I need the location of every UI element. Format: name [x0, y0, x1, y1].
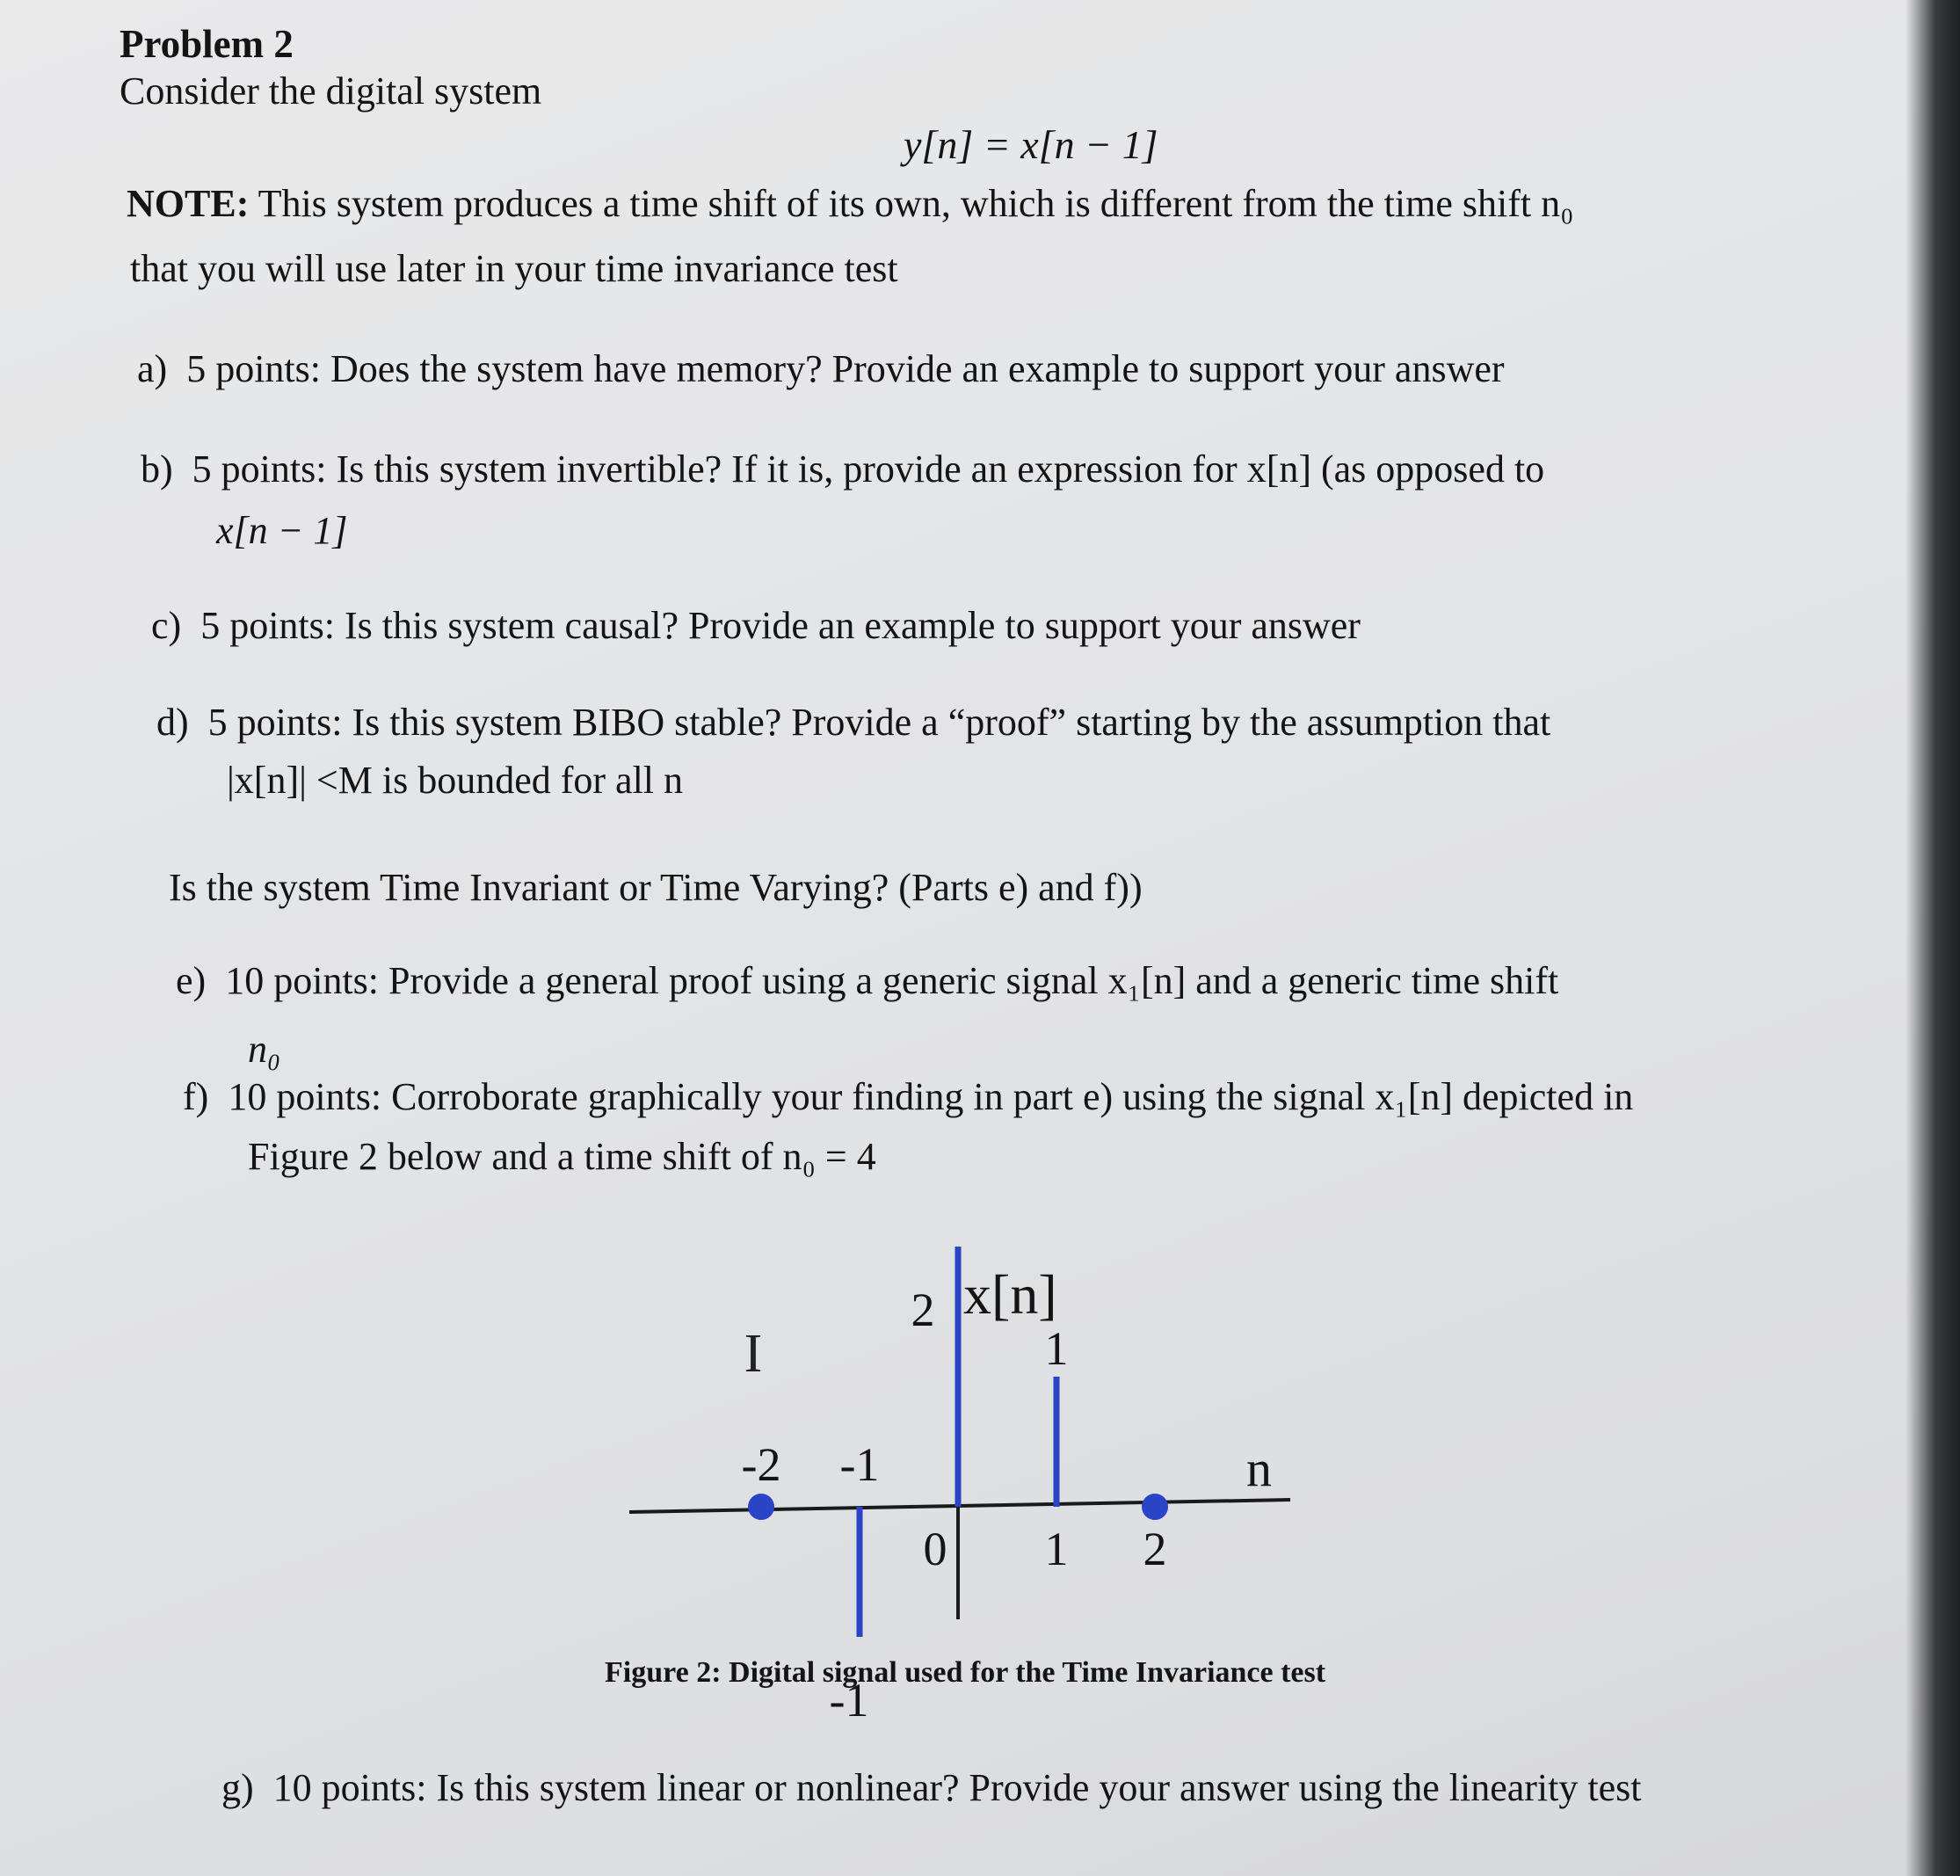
part-d-text: 5 points: Is this system BIBO stable? Provide a “proof” starting by the assumption that: [207, 701, 1551, 744]
part-d-text-2: |x[n]| <M is bounded for all n: [227, 759, 684, 802]
part-e-text: 10 points: Provide a general proof using a generic signal x₁[n] and a generic time shift: [225, 959, 1559, 1002]
value-label-n1: 1: [1044, 1322, 1069, 1375]
stem-marker-n2: [1142, 1494, 1168, 1520]
x-tick-label-n-1: -1: [839, 1438, 880, 1491]
value-label-n-1: -1: [829, 1674, 869, 1727]
note-label: NOTE:: [127, 182, 250, 225]
x-tick-label-n0: 0: [923, 1523, 947, 1575]
y-axis-label: x[n]: [963, 1263, 1057, 1326]
part-g-text: 10 points: Is this system linear or nonlinear? Provide your answer using the linearity test: [272, 1766, 1642, 1809]
part-g: [221, 1766, 1642, 1809]
part-a-text: 5 points: Does the system have memory? Provide an example to support your answer: [186, 347, 1505, 390]
part-b-text-2: x[n − 1]: [216, 509, 348, 552]
part-b-label: b): [141, 447, 173, 491]
part-f-text-2: Figure 2 below and a time shift of n₀ = 4: [248, 1135, 876, 1178]
x-axis-label: n: [1246, 1440, 1272, 1497]
x-tick-label-n1: 1: [1044, 1523, 1069, 1575]
part-g-label: g): [221, 1766, 254, 1809]
value-label-n0: 2: [911, 1283, 935, 1336]
time-invariance-question: Is the system Time Invariant or Time Varying? (Parts e) and f)): [169, 866, 1143, 909]
part-c-text: 5 points: Is this system causal? Provide an example to support your answer: [200, 604, 1361, 647]
part-e-label: e): [176, 959, 207, 1002]
figure-caption: Figure 2: Digital signal used for the Time Invariance test: [605, 1656, 1326, 1689]
x-tick-label-n2: 2: [1143, 1523, 1167, 1575]
problem-intro: Consider the digital system: [120, 69, 542, 113]
part-e-text-2: n₀: [248, 1028, 281, 1071]
part-f-text: 10 points: Corroborate graphically your finding in part e) using the signal x₁[n] depicted in: [228, 1075, 1634, 1118]
system-equation: y[n] = x[n − 1]: [904, 122, 1158, 167]
note-text: This system produces a time shift of its own, which is different from the time shift n₀: [258, 182, 1574, 225]
part-a-label: a): [137, 347, 168, 390]
x-tick-label-n-2: -2: [741, 1438, 781, 1491]
part-f-label: f): [183, 1075, 209, 1118]
text-cursor-icon: I: [744, 1324, 763, 1384]
part-d-label: d): [156, 701, 189, 744]
part-b-text: 5 points: Is this system invertible? If it is, provide an expression for x[n] (as opposed to: [192, 447, 1545, 491]
part-c-label: c): [151, 604, 182, 647]
problem-title: Problem 2: [120, 22, 294, 66]
stem-marker-n-2: [748, 1494, 774, 1520]
stem-series: [742, 1247, 1168, 1727]
note-line-2: that you will use later in your time invariance test: [130, 247, 898, 290]
